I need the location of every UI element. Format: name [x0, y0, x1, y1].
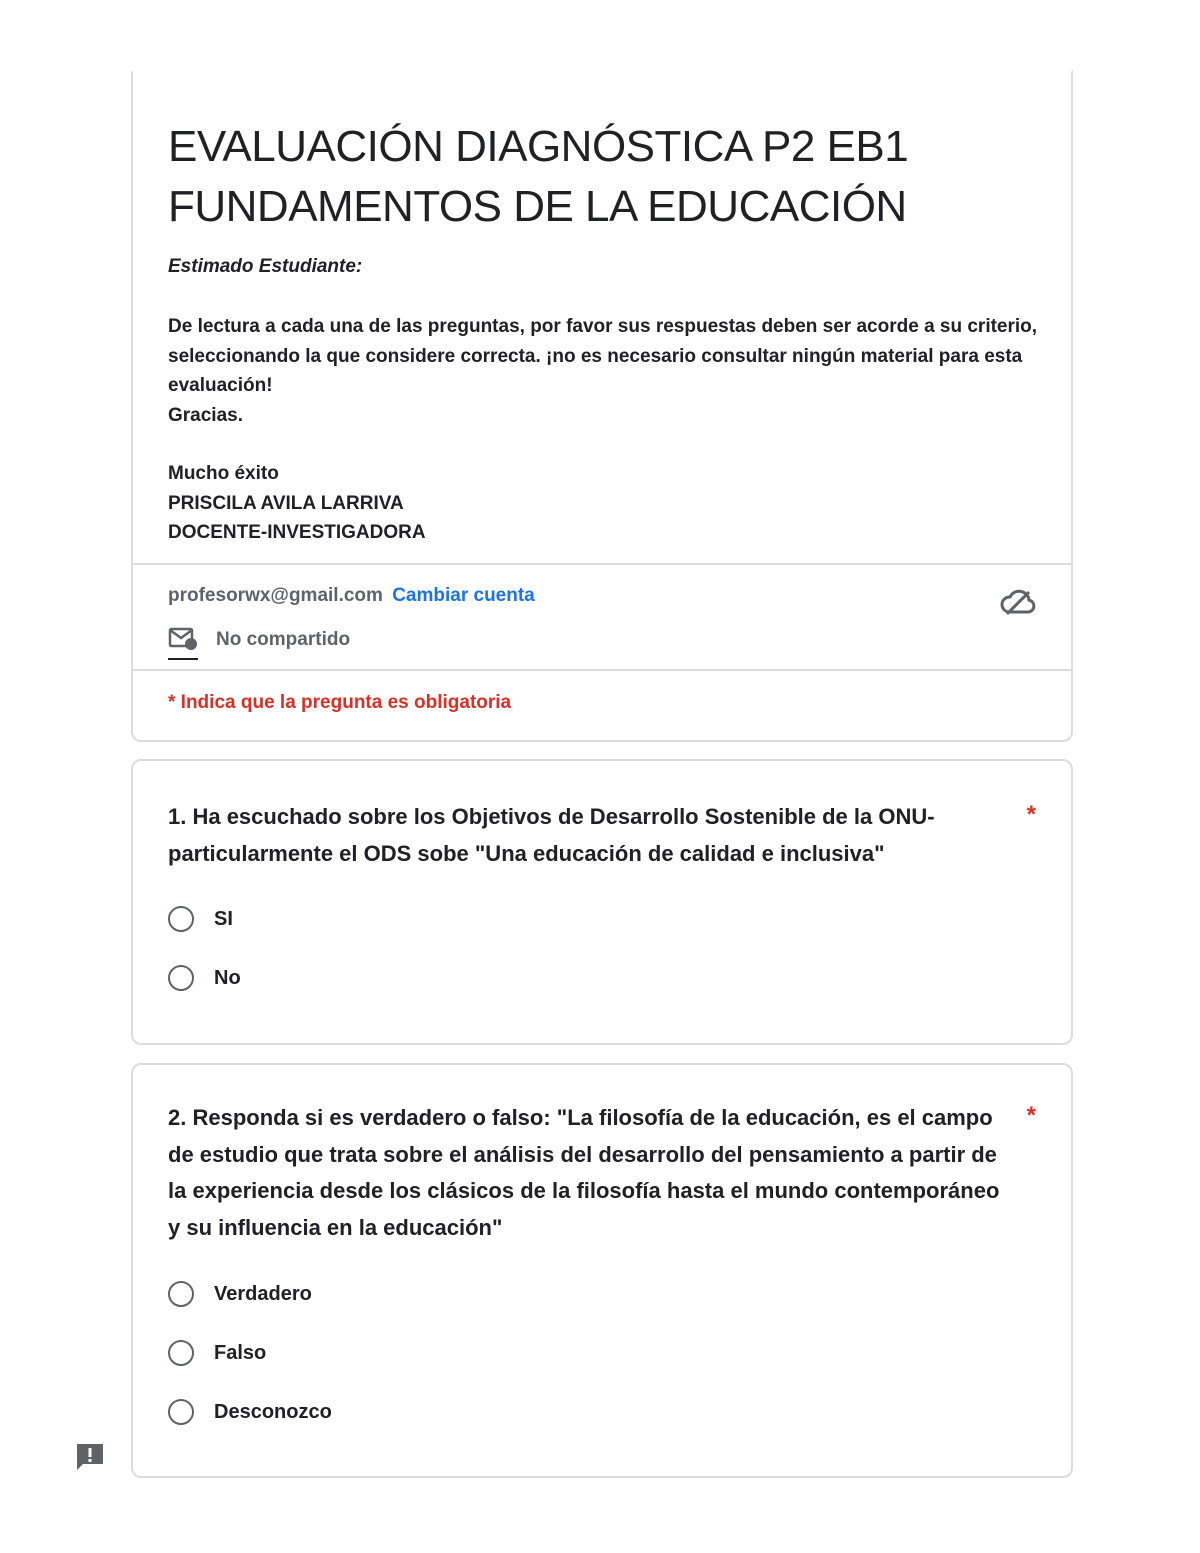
description-signoff — [168, 459, 426, 548]
radio-option-falso[interactable] — [168, 1340, 266, 1366]
form-title-line1: EVALUACIÓN DIAGNÓSTICA P2 EB1 — [168, 122, 909, 171]
form-header-card — [131, 70, 1073, 742]
option-label: No — [214, 966, 241, 989]
radio-option-si[interactable] — [168, 906, 233, 932]
account-email: profesorwx@gmail.com — [168, 585, 383, 606]
author-name: PRISCILA AVILA LARRIVA — [168, 492, 404, 514]
required-note: * Indica que la pregunta es obligatoria — [168, 692, 512, 713]
account-row — [168, 585, 535, 607]
radio-button[interactable] — [168, 1399, 194, 1425]
switch-account-link[interactable]: Cambiar cuenta — [392, 585, 535, 606]
radio-button[interactable] — [168, 1340, 194, 1366]
divider — [133, 563, 1071, 565]
report-feedback-icon[interactable] — [74, 1441, 106, 1473]
cloud-off-icon — [1000, 587, 1036, 617]
question-title: 2. Responda si es verdadero o falso: "La filosofía de la educación, es el campo de estudio que trata sobre el análisis del desarrollo del pensamiento a partir de la experiencia desde los clásicos de la filosofía hasta el mundo contemporáneo y su influencia en la educación" — [168, 1105, 1000, 1240]
option-label: Desconozco — [214, 1400, 332, 1423]
option-label: SI — [214, 907, 233, 930]
question-card-1 — [131, 759, 1073, 1045]
share-status-text: No compartido — [216, 629, 351, 650]
required-asterisk: * — [1026, 801, 1036, 828]
radio-button[interactable] — [168, 906, 194, 932]
required-asterisk: * — [1026, 1102, 1036, 1129]
signoff-text: Mucho éxito — [168, 463, 279, 484]
description-body — [168, 312, 1038, 430]
description-instructions: De lectura a cada una de las preguntas, por favor sus respuestas deben ser acorde a su criterio, seleccionando la que considere correcta. ¡no es necesario consultar ningún material para esta evaluación! — [168, 316, 1038, 396]
description-greeting: Estimado Estudiante: — [168, 256, 363, 277]
form-title — [168, 117, 908, 237]
mail-shared-icon — [168, 624, 198, 656]
question-card-2 — [131, 1063, 1073, 1478]
share-status-row — [168, 624, 350, 656]
radio-option-no[interactable] — [168, 965, 241, 991]
form-title-line2: FUNDAMENTOS DE LA EDUCACIÓN — [168, 182, 907, 231]
radio-option-desconozco[interactable] — [168, 1399, 332, 1425]
question-title: 1. Ha escuchado sobre los Objetivos de Desarrollo Sostenible de la ONU- particularmente el ODS sobe "Una educación de calidad e inclusiva" — [168, 804, 935, 866]
option-label: Falso — [214, 1341, 267, 1364]
radio-option-verdadero[interactable] — [168, 1281, 312, 1307]
radio-button[interactable] — [168, 965, 194, 991]
divider — [133, 669, 1071, 671]
description-thanks: Gracias. — [168, 404, 243, 426]
author-role: DOCENTE-INVESTIGADORA — [168, 522, 426, 543]
option-label: Verdadero — [214, 1282, 312, 1305]
radio-button[interactable] — [168, 1281, 194, 1307]
